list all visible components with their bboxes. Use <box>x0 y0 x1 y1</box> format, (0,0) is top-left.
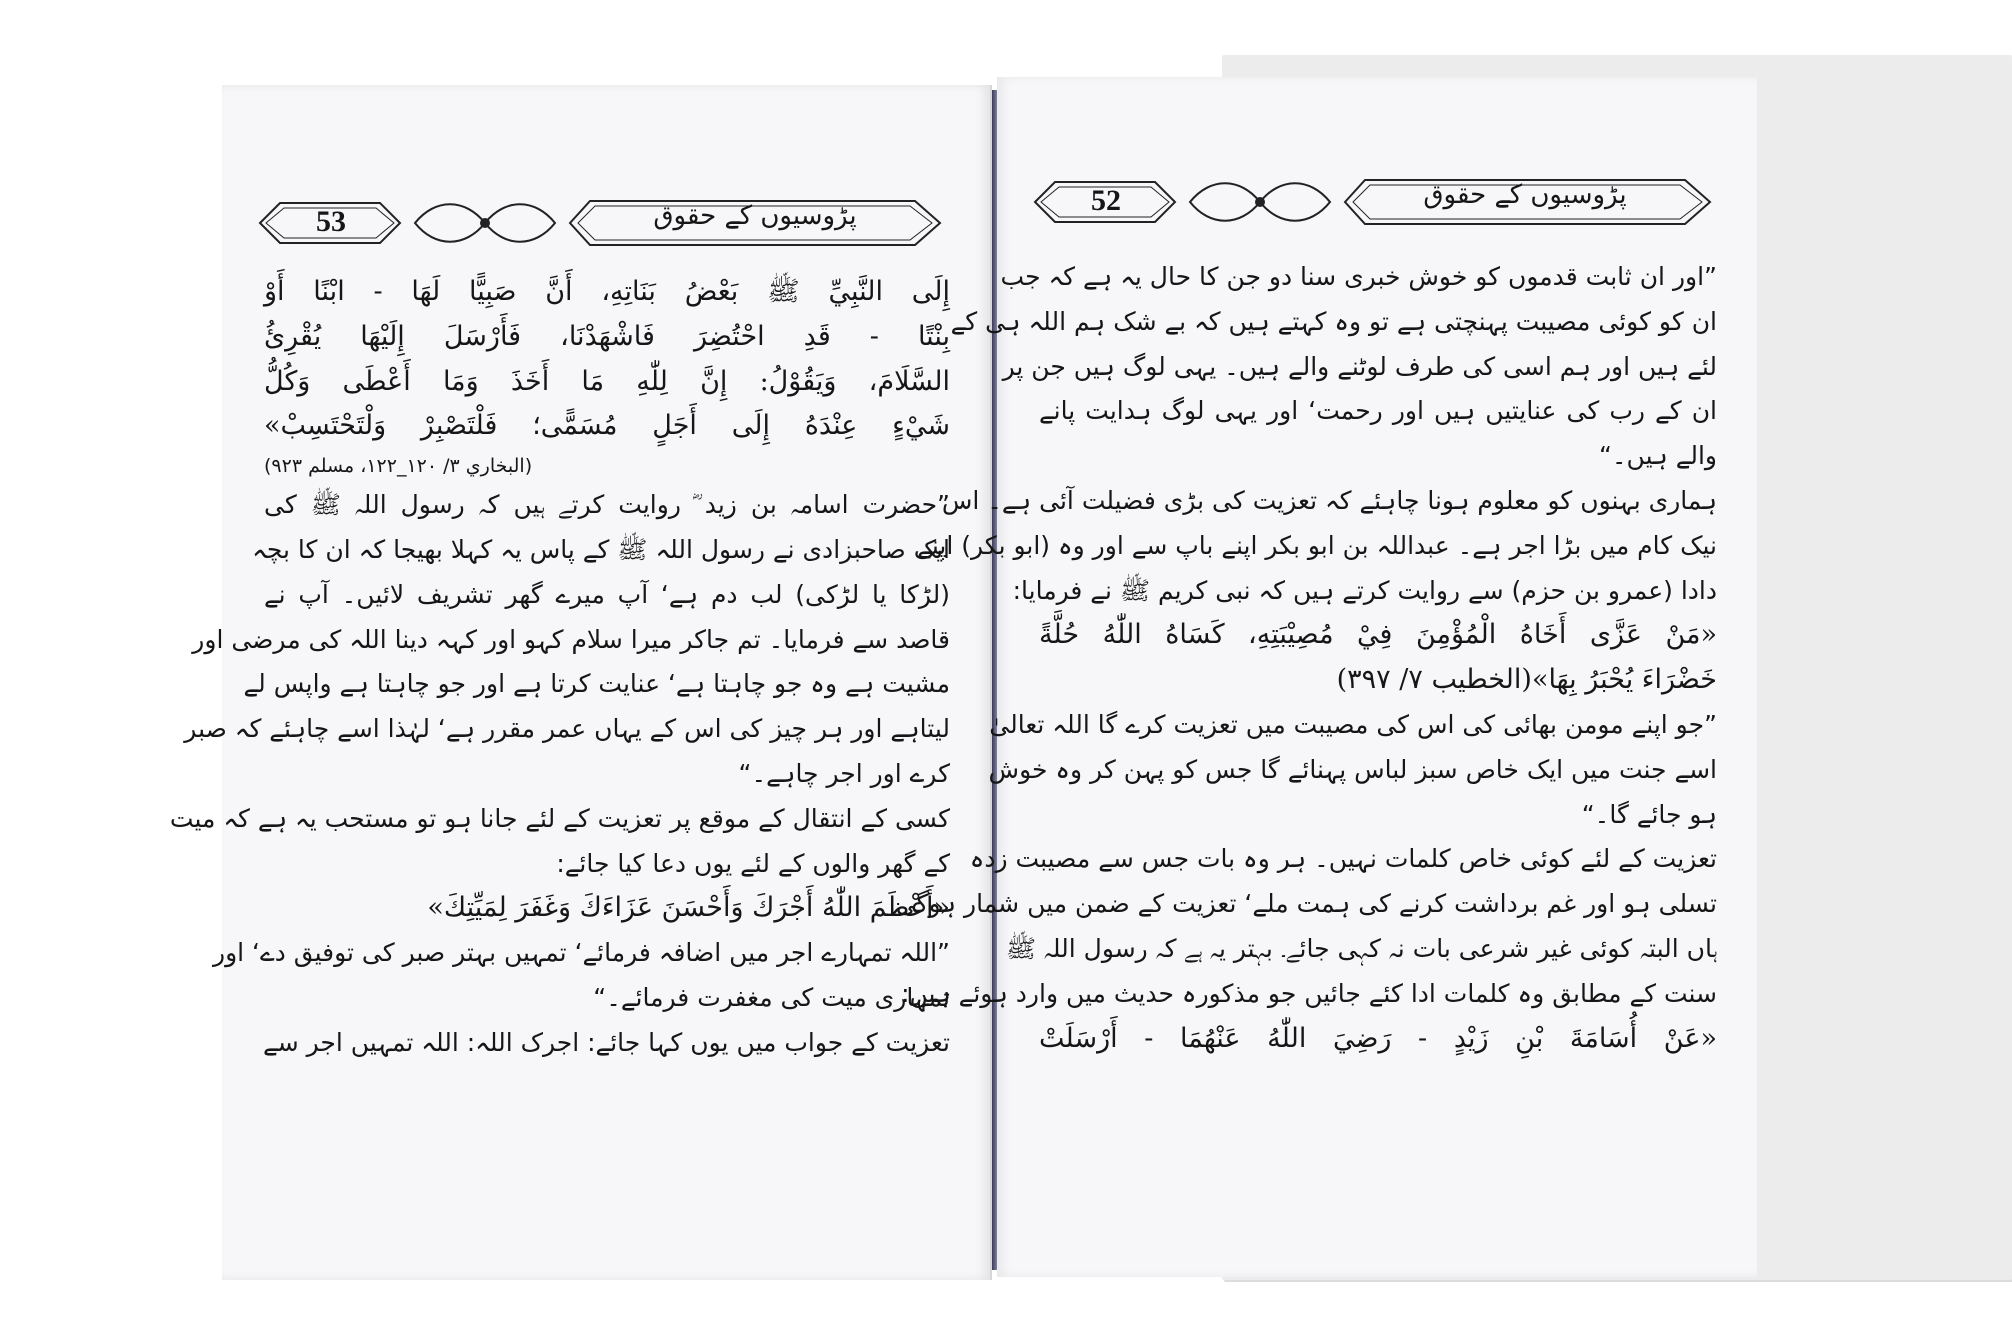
open-book <box>169 55 1802 1280</box>
text-line: لئے ہیں اور ہم اسی کی طرف لوٹنے والے ہیں۔ یہی لوگ ہیں جن پر <box>1002 351 1717 381</box>
text-line: قاصد سے فرمایا۔ تم جاکر میرا سلام کہو اور کہہ دینا اللہ کی مرضی اور <box>192 624 950 654</box>
page-number: 52 <box>1091 184 1121 217</box>
text-line: کرے اور اجر چاہے۔“ <box>738 758 950 788</box>
text-line: ان کے رب کی عنایتیں ہیں اور رحمت‘ اور یہی لوگ ہدایت پانے <box>1039 396 1717 426</box>
text-line: السَّلَامَ، وَيَقُوْلُ: إِنَّ لِلّٰهِ مَا أَخَذَ وَمَا أَعْطَى وَكُلُّ <box>264 365 950 397</box>
running-header-right <box>1025 172 1729 232</box>
left-page <box>169 85 992 1280</box>
text-line: تعزیت کے لئے کوئی خاص کلمات نہیں۔ ہر وہ بات جس سے مصیبت زدہ <box>969 844 1717 874</box>
page-body-right <box>895 255 1717 1061</box>
text-line: کسی کے انتقال کے موقع پر تعزیت کے لئے جانا ہو تو مستحب یہ ہے کہ میت <box>169 803 950 833</box>
text-line: ”حضرت اسامہ بن زید ؓ روایت کرتے ہیں کہ رسول اللہ ﷺ کی <box>264 490 950 520</box>
text-line: ”جو اپنے مومن بھائی کی اس کی مصیبت میں تعزیت کرے گا اللہ تعالیٰ <box>989 709 1717 739</box>
text-line: تعزیت کے جواب میں یوں کہا جائے: اجرک اللہ: اللہ تمہیں اجر سے <box>263 1027 950 1057</box>
text-line: لیتاہے اور ہر چیز کی اس کے یہاں عمر مقرر ہے‘ لہٰذا اسے چاہئے کہ صبر <box>184 714 950 744</box>
running-title: پڑوسیوں کے حقوق <box>1423 180 1627 210</box>
text-line: مشیت ہے وہ جو چاہتا ہے‘ عنایت کرتا ہے اور جو چاہتا ہے واپس لے <box>243 669 950 699</box>
text-line: نیک کام میں بڑا اجر ہے۔ عبداللہ بن ابو بکر اپنے باپ سے اور وہ (ابو بکر) اپنے <box>917 530 1717 560</box>
text-line: «عَنْ أُسَامَةَ بْنِ زَيْدٍ - رَضِيَ اللّٰهُ عَنْهُمَا - أَرْسَلَتْ <box>1039 1022 1717 1054</box>
text-line: إِلَى النَّبِيِّ ﷺ بَعْضُ بَنَاتِهِ، أَنَّ صَبِيًّا لَهَا - ابْنًا أَوْ <box>264 276 950 307</box>
right-page <box>895 77 1757 1277</box>
text-line: اسے جنت میں ایک خاص سبز لباس پہنائے گا جس کو پہن کر وہ خوش <box>988 754 1717 784</box>
text-line: والے ہیں۔“ <box>1598 441 1717 471</box>
page-body-left <box>169 270 950 1066</box>
running-title: پڑوسیوں کے حقوق <box>653 201 857 231</box>
text-line: ”اور ان ثابت قدموں کو خوش خبری سنا دو جن کا حال یہ ہے کہ جب <box>1000 262 1717 291</box>
text-line: ان کو کوئی مصیبت پہنچتی ہے تو وہ کہتے ہیں کہ بے شک ہم اللہ ہی کے <box>950 306 1717 336</box>
text-line: تسلی ہو اور غم برداشت کرنے کی ہمت ملے‘ تعزیت کے ضمن میں شمار ہوگی <box>895 889 1717 919</box>
text-line: (لڑکا یا لڑکی) لب دم ہے‘ آپ میرے گھر تشریف لائیں۔ آپ نے <box>264 579 950 609</box>
text-line: دادا (عمرو بن حزم) سے روایت کرتے ہیں کہ نبی کریم ﷺ نے فرمایا: <box>1012 575 1717 605</box>
text-line: خَضْرَاءَ يُحْبَرُ بِهَا»(الخطیب ٧/ ٣٩٧) <box>1336 664 1717 696</box>
text-line: «أَعْظَمَ اللّٰهُ أَجْرَكَ وَأَحْسَنَ عَزَاءَكَ وَغَفَرَ لِمَيِّتِكَ» <box>427 892 950 924</box>
text-line: ہماری بہنوں کو معلوم ہونا چاہئے کہ تعزیت کی بڑی فضیلت آئی ہے۔ اس <box>941 485 1717 515</box>
text-line: کے گھر والوں کے لئے یوں دعا کیا جائے: <box>556 848 950 878</box>
text-line: تمہاری میت کی مغفرت فرمائے۔“ <box>593 982 950 1012</box>
running-header-left <box>250 193 962 253</box>
text-line: شَيْءٍ عِنْدَهُ إِلَى أَجَلٍ مُسَمًّى؛ فَلْتَصْبِرْ وَلْتَحْتَسِبْ» <box>264 410 950 442</box>
text-line: سنت کے مطابق وہ کلمات ادا کئے جائیں جو مذکورہ حدیث میں وارد ہوئے ہیں: <box>901 978 1717 1008</box>
text-line: بِنْتًا - قَدِ احْتُضِرَ فَاشْهَدْنَا، فَأَرْسَلَ إِلَيْهَا يُقْرِئُ <box>264 320 950 352</box>
text-line: ایک صاحبزادی نے رسول اللہ ﷺ کے پاس یہ کہلا بھیجا کہ ان کا بچہ <box>252 534 950 564</box>
citation: (البخاري ٣/ ١٢٠_١٢٢، مسلم ٩٢٣) <box>264 455 533 478</box>
text-line: ”اللہ تمہارے اجر میں اضافہ فرمائے‘ تمہیں بہتر صبر کی توفیق دے‘ اور <box>213 938 950 968</box>
page-number: 53 <box>316 205 346 238</box>
text-line: ہو جائے گا۔“ <box>1581 799 1717 829</box>
text-line: «مَنْ عَزَّى أَخَاهُ الْمُؤْمِنَ فِيْ مُصِيْبَتِهِ، كَسَاهُ اللّٰهُ حُلَّةً <box>1039 619 1717 651</box>
text-line: ہاں البتہ کوئی غیر شرعی بات نہ کہی جائے۔ بہتر یہ ہے کہ رسول اللہ ﷺ <box>1005 933 1717 963</box>
